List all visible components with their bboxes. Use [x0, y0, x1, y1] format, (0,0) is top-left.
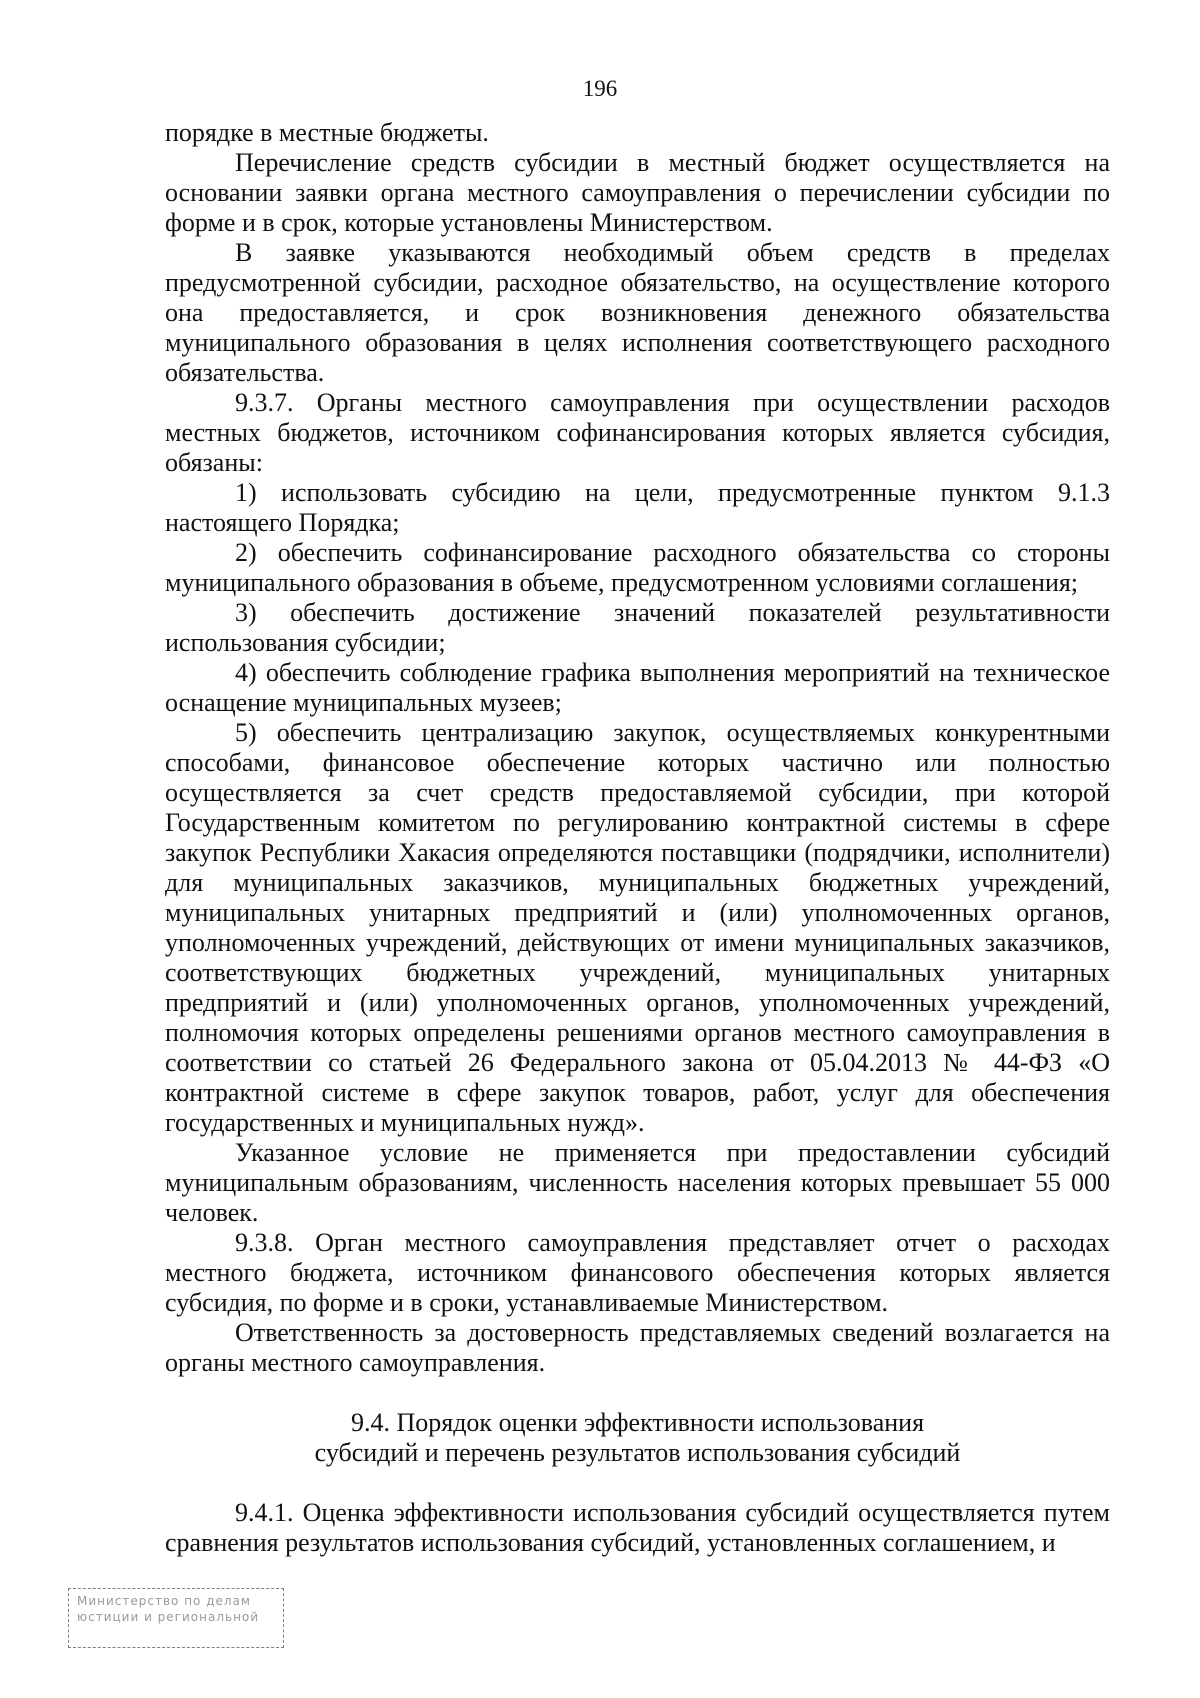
paragraph-9-4-1: 9.4.1. Оценка эффективности использования субсидий осуществляется путем сравнения результатов использования субсидий, установленных соглашением, и [165, 1498, 1110, 1557]
list-item-3: 3) обеспечить достижение значений показателей результативности использования субсидии; [165, 598, 1110, 657]
paragraph-responsibility: Ответственность за достоверность представляемых сведений возлагается на органы местного самоуправления. [165, 1318, 1110, 1377]
document-body [165, 118, 1110, 1558]
stamp-line-2: юстиции и региональной [77, 1610, 260, 1624]
paragraph-transfer: Перечисление средств субсидии в местный бюджет осуществляется на основании заявки органа местного самоуправления о перечислении субсидии по форме и в срок, которые установлены Министерством. [165, 148, 1110, 237]
stamp-line-1: Министерство по делам [77, 1594, 251, 1608]
list-item-1: 1) использовать субсидию на цели, предусмотренные пунктом 9.1.3 настоящего Порядка; [165, 478, 1110, 537]
paragraph-application: В заявке указываются необходимый объем средств в пределах предусмотренной субсидии, расходное обязательство, на осуществление которого она предоставляется, и срок возникновения денежного обязательства муниципального образования в целях исполнения соответствующего расходного обязательства. [165, 238, 1110, 387]
paragraph-condition: Указанное условие не применяется при предоставлении субсидий муниципальным образованиям, численность населения которых превышает 55 000 человек. [165, 1138, 1110, 1227]
section-heading-line-1: 9.4. Порядок оценки эффективности использования [350, 1408, 925, 1437]
section-heading-9-4 [165, 1408, 1110, 1468]
list-item-5: 5) обеспечить централизацию закупок, осуществляемых конкурентными способами, финансовое обеспечение которых частично или полностью осуществляется за счет средств предоставляемой субсидии, при которой Государственным комитетом по регулированию контрактной системы в сфере закупок Республики Хакасия определяются поставщики (подрядчики, исполнители) для муниципальных заказчиков, муниципальных бюджетных учреждений, муниципальных унитарных предприятий и (или) уполномоченных органов, уполномоченных учреждений, действующих от имени муниципальных заказчиков, соответствующих бюджетных учреждений, муниципальных унитарных предприятий и (или) уполномоченных органов, уполномоченных учреждений, полномочия которых определены решениями органов местного самоуправления в соответствии со статьей 26 Федерального закона от 05.04.2013 № 44-ФЗ «О контрактной системе в сфере закупок товаров, работ, услуг для обеспечения государственных и муниципальных нужд». [165, 718, 1110, 1137]
section-heading-line-2: субсидий и перечень результатов использования субсидий [314, 1438, 961, 1467]
page-number: 196 [582, 76, 618, 101]
paragraph-9-3-7: 9.3.7. Органы местного самоуправления при осуществлении расходов местных бюджетов, источником софинансирования которых является субсидия, обязаны: [165, 388, 1110, 477]
list-item-4: 4) обеспечить соблюдение графика выполнения мероприятий на техническое оснащение муниципальных музеев; [165, 658, 1110, 717]
paragraph-continuation: порядке в местные бюджеты. [165, 118, 489, 147]
paragraph-9-3-8: 9.3.8. Орган местного самоуправления представляет отчет о расходах местного бюджета, источником финансового обеспечения которых является субсидия, по форме и в сроки, устанавливаемые Министерством. [165, 1228, 1110, 1317]
registration-stamp [68, 1588, 284, 1648]
list-item-2: 2) обеспечить софинансирование расходного обязательства со стороны муниципального образования в объеме, предусмотренном условиями соглашения; [165, 538, 1110, 597]
